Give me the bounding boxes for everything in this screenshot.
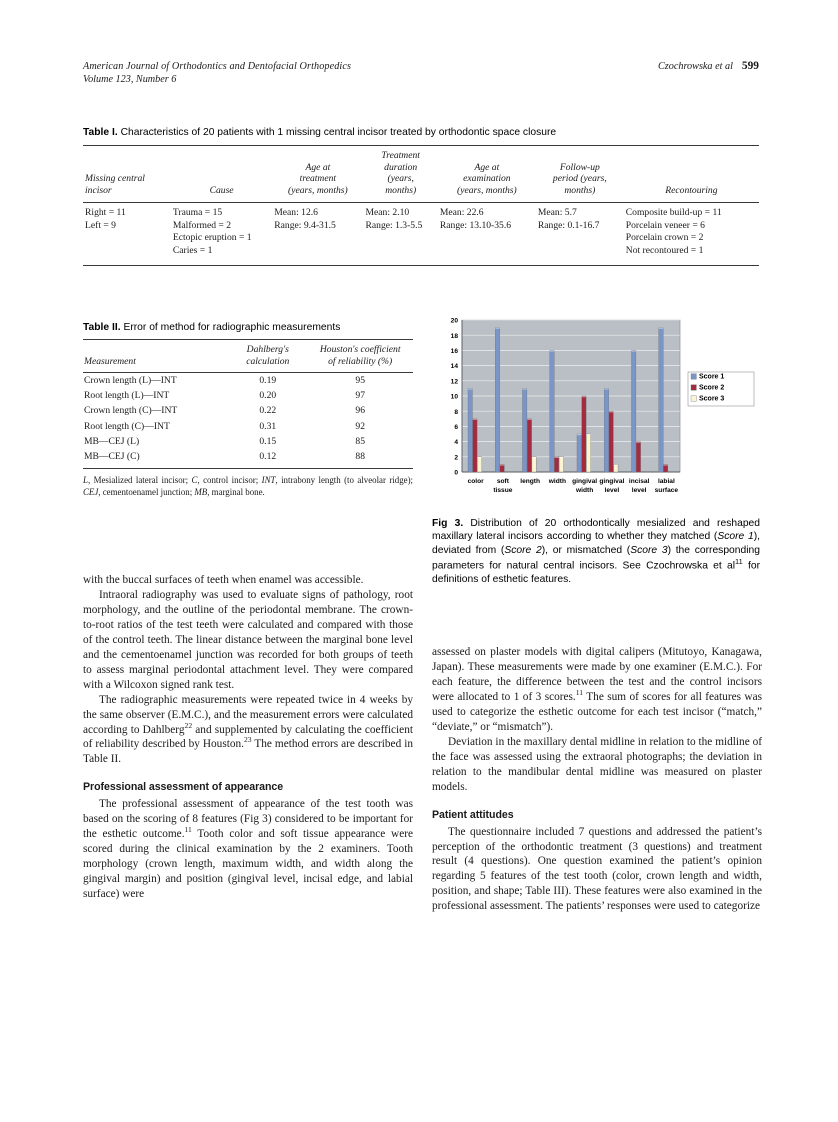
bar bbox=[582, 396, 586, 472]
legend-label: Score 2 bbox=[699, 384, 725, 392]
table-2-label: Table II. bbox=[83, 322, 121, 333]
table-2-cell-houston: 97 bbox=[355, 390, 365, 402]
table-row bbox=[83, 434, 413, 449]
body-paragraph: with the buccal surfaces of teeth when enamel was accessible. bbox=[83, 574, 364, 586]
body-paragraph: The questionnaire included 7 questions and addressed the patient’s perception of the orthodontic treatment (3 questions) and treatment result (4 questions). One question examined the patient’s opinion regarding 5 features of the test tooth (color, crown length and width, position, and shape; Table III). These features were also examined in the professional assessment. The patients’ responses were used to categorize bbox=[432, 825, 762, 913]
y-axis-tick-label: 2 bbox=[454, 454, 458, 462]
bar-highlight bbox=[527, 419, 531, 420]
table-2-col-header-dahlberg: Dahlberg's calculation bbox=[246, 344, 290, 367]
bar bbox=[636, 442, 640, 472]
table-1-cell-cause: Trauma = 15 Malformed = 2 Ectopic eruption = 1 Caries = 1 bbox=[172, 206, 252, 257]
author-running-head: Czochrowska et al bbox=[658, 61, 733, 72]
table-1-body bbox=[83, 203, 759, 262]
caption-text: ), deviated from ( bbox=[432, 531, 760, 556]
y-axis-tick-label: 0 bbox=[454, 469, 458, 477]
table-row bbox=[83, 389, 413, 404]
table-2-bottom-rule bbox=[83, 468, 413, 469]
footnote-abbrev: C bbox=[191, 475, 198, 486]
body-column-left bbox=[83, 573, 413, 902]
bar-highlight bbox=[559, 457, 563, 458]
bar bbox=[532, 457, 536, 472]
table-2-cell-measurement: Root length (C)—INT bbox=[84, 420, 170, 432]
table-2-cell-houston: 85 bbox=[355, 435, 365, 447]
table-1-caption: Characteristics of 20 patients with 1 missing central incisor treated by orthodontic space closure bbox=[120, 127, 557, 138]
table-2-col-header-houston: Houston's coefficient of reliability (%) bbox=[319, 344, 401, 367]
figure-label: Fig 3. bbox=[432, 518, 464, 529]
bar-highlight bbox=[554, 457, 558, 458]
legend-swatch bbox=[691, 385, 696, 390]
table-2-caption: Error of method for radiographic measurements bbox=[123, 322, 341, 333]
y-axis-tick-label: 8 bbox=[454, 408, 458, 416]
x-axis-tick-label: soft bbox=[496, 478, 509, 485]
bar-highlight bbox=[604, 388, 608, 389]
table-1-cell-age-at-treatment: Mean: 12.6 Range: 9.4-31.5 bbox=[274, 206, 336, 231]
footnote-text: , marginal bone. bbox=[207, 487, 265, 498]
y-axis-tick-label: 14 bbox=[450, 363, 458, 371]
x-axis-tick-label: length bbox=[520, 478, 541, 485]
table-2-cell-houston: 96 bbox=[355, 405, 365, 417]
bar-highlight bbox=[636, 442, 640, 443]
legend-swatch bbox=[691, 374, 696, 379]
footnote-text: , control incisor; bbox=[197, 475, 262, 486]
bar bbox=[577, 434, 581, 472]
running-head bbox=[83, 60, 759, 85]
legend-label: Score 1 bbox=[699, 373, 725, 381]
table-1-col-header-age-at-treatment: Age at treatment (years, months) bbox=[288, 161, 348, 197]
body-column-right bbox=[432, 645, 762, 914]
table-1-col-header-missing-incisor: Missing central incisor bbox=[85, 173, 145, 197]
x-axis-tick-label: labial bbox=[657, 478, 675, 485]
caption-text: ), or mismatched ( bbox=[541, 544, 631, 556]
bar bbox=[559, 457, 563, 472]
bar-highlight bbox=[582, 396, 586, 397]
table-1-cell-missing-incisor: Right = 11 Left = 9 bbox=[85, 206, 126, 231]
table-1-cell-treatment-duration: Mean: 2.10 Range: 1.3-5.5 bbox=[365, 206, 423, 231]
table-2-cell-dahlberg: 0.22 bbox=[259, 405, 277, 417]
table-2-cell-dahlberg: 0.31 bbox=[259, 420, 277, 432]
table-2-cell-measurement: Crown length (C)—INT bbox=[84, 405, 178, 417]
y-axis-tick-label: 18 bbox=[450, 332, 458, 340]
table-2-cell-measurement: MB—CEJ (C) bbox=[84, 450, 140, 462]
table-2-title bbox=[83, 322, 413, 333]
bar-highlight bbox=[532, 457, 536, 458]
bar-highlight bbox=[614, 464, 618, 465]
legend-swatch bbox=[691, 396, 696, 401]
table-1-col-header-age-at-examination: Age at examination (years, months) bbox=[457, 161, 517, 197]
figure-3-chart bbox=[432, 312, 760, 508]
bar bbox=[659, 328, 663, 472]
body-paragraph: The professional assessment of appearance of the test tooth was based on the scoring of 8 features (Fig 3) considered to be important for the esthetic outcome.$^{11}$ Tooth color and soft tissue appearance were scored during the clinical examination by the 2 examiners. Tooth morphology (crown length, maximum width, and width along the gingival margin) and position (gingival level, incisal edge, and labial surface) were bbox=[83, 798, 413, 901]
body-paragraph: Intraoral radiography was used to evaluate signs of pathology, root morphology, and the outline of the periodontal membrane. The crown-to-root ratios of the test teeth were calculated and compared with those of the control teeth. The linear distance between the marginal bone level and the cementoenamel junction was recorded for both groups of teeth to assess marginal periodontal attachment level. They were compared with a Wilcoxon signed rank test. bbox=[83, 588, 413, 691]
section-heading-patient-attitudes: Patient attitudes bbox=[432, 808, 514, 821]
y-axis-tick-label: 6 bbox=[454, 424, 458, 431]
table-2-cell-measurement: Root length (L)—INT bbox=[84, 390, 170, 402]
x-axis-tick-label: tissue bbox=[493, 487, 513, 494]
caption-text: for definitions of esthetic features. bbox=[432, 560, 760, 585]
caption-emphasis: Score 1 bbox=[717, 531, 754, 543]
bar-highlight bbox=[550, 350, 554, 351]
footnote-abbrev: MB bbox=[194, 487, 208, 498]
body-paragraph: assessed on plaster models with digital calipers (Mitutoyo, Kanagawa, Japan). These measurements were made by one examiner (E.M.C.). For each feature, the difference between the test and the control incisors were allocated to 1 of 3 scores.$^{11}$ The sum of scores for all features was used to categorize the esthetic outcome for each test incisor (“match,” “deviate,” or “mismatch”). bbox=[432, 646, 762, 733]
x-axis-tick-label: gingival bbox=[599, 478, 625, 485]
table-1-header-row bbox=[83, 146, 759, 202]
bar-highlight bbox=[468, 388, 472, 389]
table-2-grid bbox=[83, 340, 413, 372]
bar-highlight bbox=[586, 434, 590, 435]
bar bbox=[527, 419, 531, 472]
bar bbox=[468, 388, 472, 472]
table-2-cell-dahlberg: 0.20 bbox=[259, 390, 277, 402]
table-row bbox=[83, 419, 413, 434]
table-2-header-row bbox=[83, 340, 413, 372]
bar-highlight bbox=[663, 464, 667, 465]
bar-chart bbox=[432, 312, 760, 508]
bar-highlight bbox=[659, 328, 663, 329]
table-2-cell-houston: 88 bbox=[355, 450, 365, 462]
table-1-title bbox=[83, 127, 759, 138]
bar bbox=[473, 419, 477, 472]
table-1-col-header-treatment-duration: Treatment duration (years, months) bbox=[381, 150, 420, 197]
table-row bbox=[83, 203, 759, 262]
table-1-col-header-followup-period: Follow-up period (years, months) bbox=[552, 161, 607, 197]
table-2-col-header-measurement: Measurement bbox=[84, 355, 136, 367]
legend-label: Score 3 bbox=[699, 395, 725, 403]
table-1-bottom-rule bbox=[83, 265, 759, 266]
bar bbox=[554, 457, 558, 472]
footnote-text: , Mesialized lateral incisor; bbox=[87, 475, 192, 486]
footnote-text: , intrabony length (to alveolar ridge); bbox=[275, 475, 413, 486]
section-heading-professional-assessment: Professional assessment of appearance bbox=[83, 781, 284, 794]
table-1-col-header-recontouring: Recontouring bbox=[665, 185, 718, 197]
bar-highlight bbox=[477, 457, 481, 458]
bar bbox=[477, 457, 481, 472]
x-axis-tick-label: width bbox=[576, 487, 594, 494]
bar bbox=[604, 388, 608, 472]
x-axis-tick-label: gingival bbox=[572, 478, 598, 485]
table-row bbox=[83, 404, 413, 419]
table-1-cell-age-at-examination: Mean: 22.6 Range: 13.10-35.6 bbox=[439, 206, 512, 231]
body-paragraph: The radiographic measurements were repeated twice in 4 weeks by the same observer (E.M.C.), and the measurement errors were calculated according to Dahlberg$^{22}$ and supplemented by calculating the coefficient of reliability described by Houston.$^{23}$ The method errors are described in Table II. bbox=[83, 693, 413, 766]
bar bbox=[609, 411, 613, 472]
body-paragraph: Deviation in the maxillary dental midline in relation to the midline of the face was assessed using the extraoral photographs; the deviation in relation to the mandibular dental midline was measured on plaster models. bbox=[432, 735, 762, 793]
bar-highlight bbox=[609, 411, 613, 412]
table-2-cell-dahlberg: 0.12 bbox=[259, 450, 277, 462]
x-axis-tick-label: surface bbox=[654, 487, 679, 494]
bar bbox=[523, 388, 527, 472]
table-2-cell-houston: 92 bbox=[355, 420, 365, 432]
table-1-cell-recontouring: Composite build-up = 11 Porcelain veneer = 6 Porcelain crown = 2 Not recontoured = 1 bbox=[625, 206, 722, 257]
bar bbox=[495, 328, 499, 472]
table-row bbox=[83, 449, 413, 464]
figure-3 bbox=[432, 312, 760, 586]
x-axis-tick-label: width bbox=[548, 478, 566, 485]
y-axis-tick-label: 16 bbox=[450, 348, 458, 355]
footnote-abbrev: L bbox=[83, 475, 88, 486]
x-axis-tick-label: level bbox=[604, 487, 620, 494]
journal-title: American Journal of Orthodontics and Dentofacial Orthopedics bbox=[83, 61, 352, 72]
table-1 bbox=[83, 127, 759, 266]
x-axis-tick-label: level bbox=[631, 487, 647, 494]
y-axis-tick-label: 4 bbox=[454, 439, 458, 447]
table-1-grid bbox=[83, 146, 759, 202]
page-number: 599 bbox=[741, 60, 759, 72]
table-1-label: Table I. bbox=[83, 127, 118, 138]
table-2 bbox=[83, 322, 413, 498]
running-head-right bbox=[658, 60, 759, 72]
table-1-cell-followup-period: Mean: 5.7 Range: 0.1-16.7 bbox=[537, 206, 600, 231]
bar-highlight bbox=[577, 434, 581, 435]
table-2-cell-dahlberg: 0.15 bbox=[259, 435, 277, 447]
bar-highlight bbox=[523, 388, 527, 389]
bar bbox=[586, 434, 590, 472]
x-axis-tick-label: incisal bbox=[628, 478, 650, 485]
table-row bbox=[83, 373, 413, 388]
bar-highlight bbox=[500, 464, 504, 465]
table-2-cell-houston: 95 bbox=[355, 375, 365, 386]
figure-3-caption bbox=[432, 517, 760, 586]
table-2-cell-dahlberg: 0.19 bbox=[259, 375, 277, 386]
footnote-text: , cementoenamel junction; bbox=[98, 487, 195, 498]
table-2-cell-measurement: Crown length (L)—INT bbox=[84, 375, 177, 386]
caption-emphasis: Score 2 bbox=[504, 544, 542, 556]
table-2-footnote bbox=[83, 474, 413, 498]
y-axis-tick-label: 20 bbox=[450, 317, 458, 325]
caption-text: ) the corresponding parameters for natural central incisors. See Czochrowska et al bbox=[432, 544, 760, 572]
x-axis-tick-label: color bbox=[467, 478, 484, 485]
table-2-body bbox=[83, 373, 413, 464]
bar bbox=[550, 350, 554, 472]
caption-reference-marker: 11 bbox=[735, 557, 743, 567]
caption-text: Distribution of 20 orthodontically mesialized and reshaped maxillary lateral incisors according to whether they matched ( bbox=[432, 518, 760, 543]
footnote-abbrev: INT bbox=[261, 475, 276, 486]
volume-issue: Volume 123, Number 6 bbox=[83, 74, 177, 85]
footnote-abbrev: CEJ bbox=[83, 487, 99, 498]
table-1-col-header-cause: Cause bbox=[209, 185, 234, 197]
bar bbox=[632, 350, 636, 472]
bar-highlight bbox=[495, 328, 499, 329]
y-axis-tick-label: 10 bbox=[450, 393, 458, 401]
table-2-cell-measurement: MB—CEJ (L) bbox=[84, 435, 140, 447]
y-axis-tick-label: 12 bbox=[450, 378, 458, 386]
bar-highlight bbox=[632, 350, 636, 351]
caption-emphasis: Score 3 bbox=[630, 544, 668, 556]
bar-highlight bbox=[473, 419, 477, 420]
